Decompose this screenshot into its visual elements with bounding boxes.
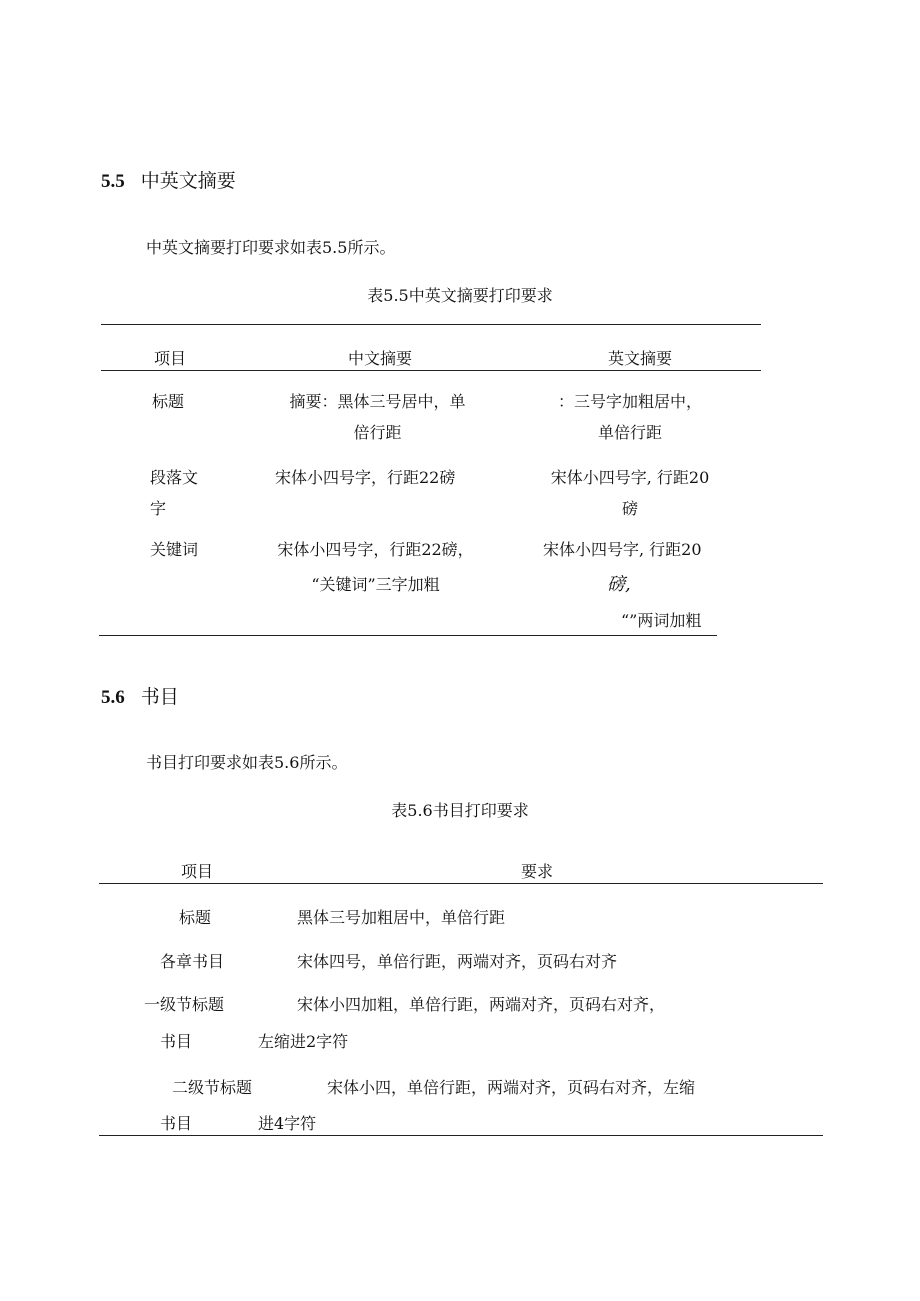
table-bottom-rule	[99, 1135, 823, 1136]
cell-line: 单倍行距	[597, 423, 662, 442]
table-cell-req: 宋体四号，单倍行距，两端对齐，页码右对齐	[297, 952, 618, 971]
cell-line: ：三号字加粗居中，	[557, 392, 702, 411]
table-cell-zh	[270, 386, 485, 448]
cell-line: 宋体小四号字, 行距20	[543, 540, 702, 559]
table-cell-item: 一级节标题	[144, 995, 225, 1014]
table-cell-item: 书目	[160, 1032, 193, 1051]
table-header-en: 英文摘要	[607, 349, 672, 368]
section-number: 5.5	[101, 171, 125, 192]
table-cell-item: 二级节标题	[172, 1078, 253, 1097]
table-cell-en	[530, 462, 730, 524]
table-cell-item: 标题	[179, 908, 212, 927]
table-cell-req: 黑体三号加粗居中，单倍行距	[297, 908, 506, 927]
table-caption-5-5: 表5.5中英文摘要打印要求	[367, 286, 553, 305]
table-header-req: 要求	[520, 862, 553, 881]
cell-line: 磅	[621, 499, 638, 518]
paragraph-intro-5-5: 中英文摘要打印要求如表5.5所示。	[146, 238, 396, 257]
cell-line: “关键词”三字加粗	[311, 575, 440, 594]
table-top-rule	[101, 324, 761, 325]
table-header-zh: 中文摘要	[347, 349, 412, 368]
table-bottom-rule	[99, 635, 717, 636]
table-cell-req: 进4字符	[258, 1114, 317, 1133]
table-header-item: 项目	[153, 349, 186, 368]
table-header-rule	[101, 370, 761, 371]
table-header-item: 项目	[180, 862, 213, 881]
table-caption-5-6: 表5.6书目打印要求	[391, 801, 529, 820]
paragraph-intro-5-6: 书目打印要求如表5.6所示。	[146, 753, 348, 772]
cell-line: “”两词加粗	[621, 611, 702, 630]
table-cell-en	[543, 534, 702, 636]
section-title: 书目	[140, 686, 179, 708]
table-cell-req: 宋体小四，单倍行距，两端对齐，页码右对齐，左缩	[327, 1078, 696, 1097]
table-cell-item: 各章书目	[160, 952, 225, 971]
section-heading-5-6	[101, 682, 179, 709]
section-number: 5.6	[101, 687, 125, 708]
table-header-rule	[99, 883, 823, 884]
cell-line: 宋体小四号字，行距22磅，	[277, 540, 474, 559]
cell-line: 倍行距	[353, 423, 402, 442]
table-cell-item: 关键词	[150, 540, 199, 559]
section-title: 中英文摘要	[140, 170, 236, 192]
table-cell-item	[150, 462, 198, 524]
section-heading-5-5	[101, 166, 236, 193]
table-cell-item: 标题	[152, 392, 185, 411]
table-cell-req: 宋体小四加粗，单倍行距，两端对齐，页码右对齐，	[297, 995, 666, 1014]
cell-line: 宋体小四号字, 行距20	[550, 468, 710, 487]
cell-line: 磅,	[607, 574, 631, 595]
table-cell-item: 书目	[160, 1114, 193, 1133]
cell-line: 字	[150, 499, 167, 518]
cell-line: 摘要：黑体三号居中，单	[289, 392, 466, 411]
table-cell-en	[530, 386, 730, 448]
cell-line: 段落文	[150, 468, 199, 487]
table-cell-zh	[258, 534, 493, 605]
table-cell-zh: 宋体小四号字，行距22磅	[275, 468, 456, 487]
table-cell-req: 左缩进2字符	[258, 1032, 349, 1051]
